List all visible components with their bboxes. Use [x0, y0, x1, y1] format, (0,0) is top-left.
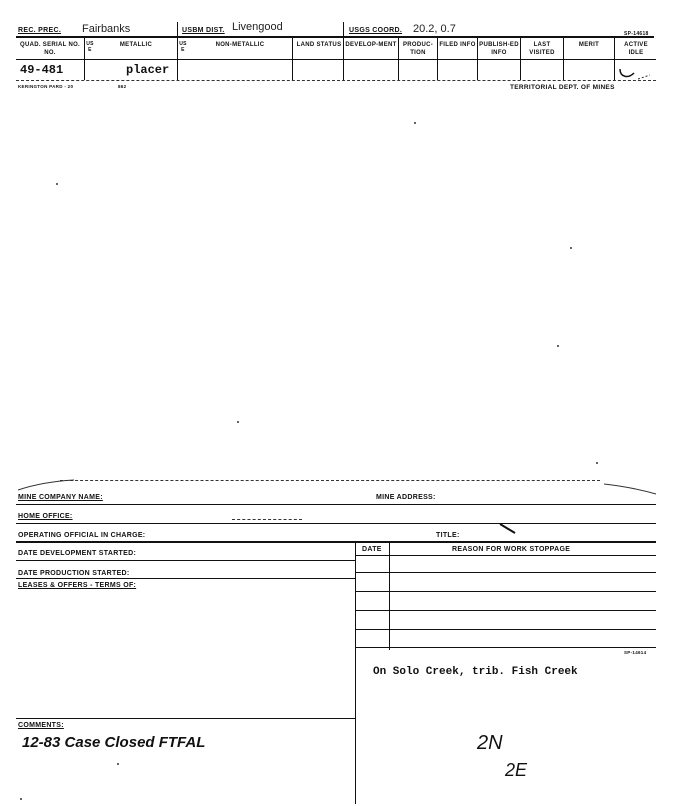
card-edge-right-icon [602, 482, 658, 496]
filed-info-header: FILED INFO [439, 42, 476, 48]
form-number-2: SP-14614 [624, 650, 647, 655]
rec-prec-label: REC. PREC. [18, 27, 62, 34]
form-number: SP-14618 [624, 31, 649, 37]
serial-number: 49-481 [20, 63, 64, 77]
published-info-header: PUBLISH-ED INFO [479, 42, 519, 56]
production-header: PRODUC-TION [402, 42, 434, 56]
mine-company-label: MINE COMPANY NAME: [18, 494, 103, 501]
printer-note: KERINGTON PARD - 20 [18, 84, 74, 89]
land-status-header: LAND STATUS [296, 42, 342, 48]
use-header: USE [86, 41, 94, 53]
handwritten-2e: 2E [505, 760, 528, 780]
printer-code: 862 [118, 84, 127, 89]
usbm-dist-label: USBM DIST. [182, 27, 225, 34]
tick-mark-icon [498, 522, 518, 536]
location-note: On Solo Creek, trib. Fish Creek [373, 666, 578, 678]
rec-prec-value: Fairbanks [82, 23, 131, 35]
development-header: DEVELOP-MENT [345, 42, 397, 48]
metallic-value: placer [126, 63, 170, 77]
comment-handwritten: 12-83 Case Closed FTFAL [22, 734, 206, 751]
nonmetallic-header: NON-METALLIC [215, 42, 265, 48]
home-office-label: HOME OFFICE: [18, 513, 73, 520]
leases-label: LEASES & OFFERS - TERMS OF: [18, 582, 137, 589]
active-idle-header: ACTIVE IDLE [624, 42, 648, 56]
merit-header: MERIT [578, 42, 600, 48]
usgs-coord-label: USGS COORD. [349, 27, 403, 34]
department-label: TERRITORIAL DEPT. OF MINES [510, 84, 615, 91]
reason-column-header: REASON FOR WORK STOPPAGE [452, 546, 571, 553]
mine-address-label: MINE ADDRESS: [376, 494, 436, 501]
last-visited-header: LAST VISITED [529, 42, 555, 56]
prod-started-label: DATE PRODUCTION STARTED: [18, 570, 130, 577]
usgs-coord-value: 20.2, 0.7 [413, 23, 456, 35]
title-label: TITLE: [436, 532, 460, 539]
date-column-header: DATE [362, 546, 382, 553]
operating-official-label: OPERATING OFFICIAL IN CHARGE: [18, 532, 146, 539]
metallic-header: METALLIC [119, 42, 153, 48]
use2-header: USE [179, 41, 187, 53]
card-edge-left-icon [16, 478, 76, 492]
comments-label: COMMENTS: [18, 722, 64, 729]
quad-serial-header: QUAD. SERIAL NO. NO. [19, 42, 81, 56]
dev-started-label: DATE DEVELOPMENT STARTED: [18, 550, 137, 557]
usbm-dist-value: Livengood [232, 21, 283, 33]
handwritten-2n: 2N [477, 732, 503, 754]
